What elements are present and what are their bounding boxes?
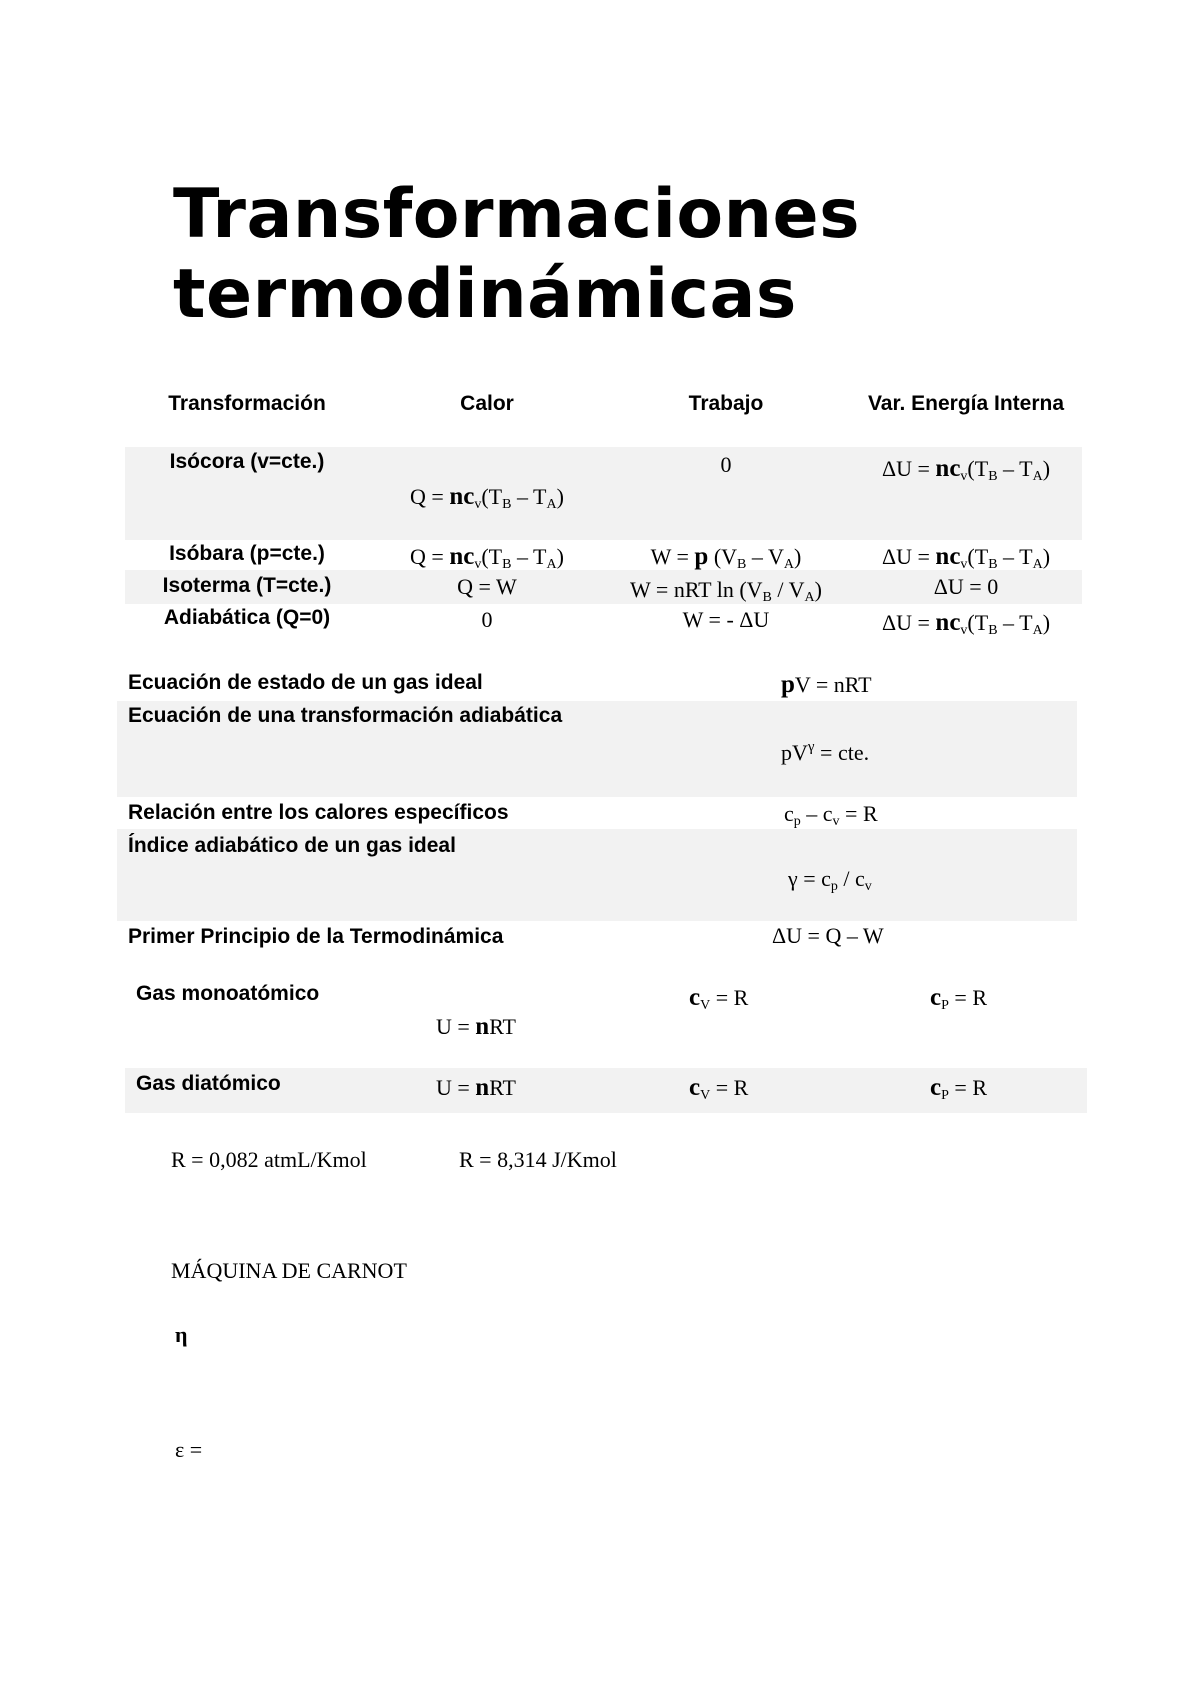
calor-adiabatica: 0 bbox=[481, 607, 493, 632]
gas-cp-diatomico: $c_P = R$ bbox=[930, 1074, 987, 1103]
page-title: Transformaciones termodinámicas bbox=[173, 175, 861, 334]
eq-formula-primer-principio: ΔU = Q – W bbox=[772, 923, 884, 948]
du-isoterma: ΔU = 0 bbox=[933, 574, 999, 599]
constant-r-atm: R = 0,082 atmL/Kmol bbox=[171, 1147, 367, 1172]
eq-label-estado: Ecuación de estado de un gas ideal bbox=[128, 671, 483, 694]
row-label-isocora: Isócora (v=cte.) bbox=[169, 450, 325, 473]
gas-label-monoatomico: Gas monoatómico bbox=[136, 982, 320, 1005]
eq-formula-adiabatica: $pV^\gamma$ = cte. bbox=[781, 739, 870, 765]
calor-isocora: $Q = nc_v(T_B - T_A)$ bbox=[410, 483, 564, 512]
eq-label-adiabatica: Ecuación de una transformación adiabática bbox=[128, 704, 563, 727]
row-label-isoterma: Isoterma (T=cte.) bbox=[162, 574, 332, 597]
eq-label-primer-principio: Primer Principio de la Termodinámica bbox=[128, 925, 504, 948]
constant-r-joule: R = 8,314 J/Kmol bbox=[459, 1147, 617, 1172]
row-label-adiabatica: Adiabática (Q=0) bbox=[163, 606, 331, 629]
trabajo-isobara: W = p $(V_B - V_A)$ bbox=[650, 543, 802, 572]
eq-label-indice: Índice adiabático de un gas ideal bbox=[128, 834, 456, 857]
header-transformacion: Transformación bbox=[168, 392, 326, 415]
du-isobara: $\Delta U = nc_v(T_B - T_A)$ bbox=[881, 543, 1051, 572]
gas-cv-monoatomico: $c_V = R$ bbox=[689, 984, 749, 1013]
eq-formula-estado: pV = nRT bbox=[781, 671, 872, 698]
carnot-title: MÁQUINA DE CARNOT bbox=[171, 1258, 407, 1283]
gas-label-diatomico: Gas diatómico bbox=[136, 1072, 281, 1095]
eq-formula-calores: $c_p - c_v = R$ bbox=[784, 801, 878, 829]
trabajo-isocora: 0 bbox=[720, 452, 732, 477]
gas-cp-monoatomico: $c_P = R$ bbox=[930, 984, 987, 1013]
header-calor: Calor bbox=[460, 392, 514, 415]
calor-isobara: $Q = nc_v(T_B - T_A)$ bbox=[410, 543, 564, 572]
eq-label-calores: Relación entre los calores específicos bbox=[128, 801, 509, 824]
gas-cv-diatomico: $c_V = R$ bbox=[689, 1074, 749, 1103]
trabajo-isoterma: W = nRT $\ln (V_B / V_A)$ bbox=[630, 577, 822, 605]
header-trabajo: Trabajo bbox=[688, 392, 764, 415]
gas-u-diatomico: U = nRT bbox=[436, 1074, 516, 1101]
carnot-eta: η bbox=[175, 1322, 188, 1347]
header-var-energia: Var. Energía Interna bbox=[867, 392, 1065, 415]
du-adiabatica: $\Delta U = nc_v(T_B - T_A)$ bbox=[881, 609, 1051, 638]
eq-formula-indice: $\gamma = c_p / c_v$ bbox=[788, 866, 872, 894]
carnot-epsilon: ε = bbox=[175, 1437, 203, 1462]
trabajo-adiabatica: W = - ΔU bbox=[682, 607, 770, 632]
row-label-isobara: Isóbara (p=cte.) bbox=[169, 542, 325, 565]
calor-isoterma: Q = W bbox=[457, 574, 517, 599]
du-isocora: $\Delta U = nc_v(T_B - T_A)$ bbox=[881, 455, 1051, 484]
gas-u-monoatomico: U = nRT bbox=[436, 1013, 516, 1040]
